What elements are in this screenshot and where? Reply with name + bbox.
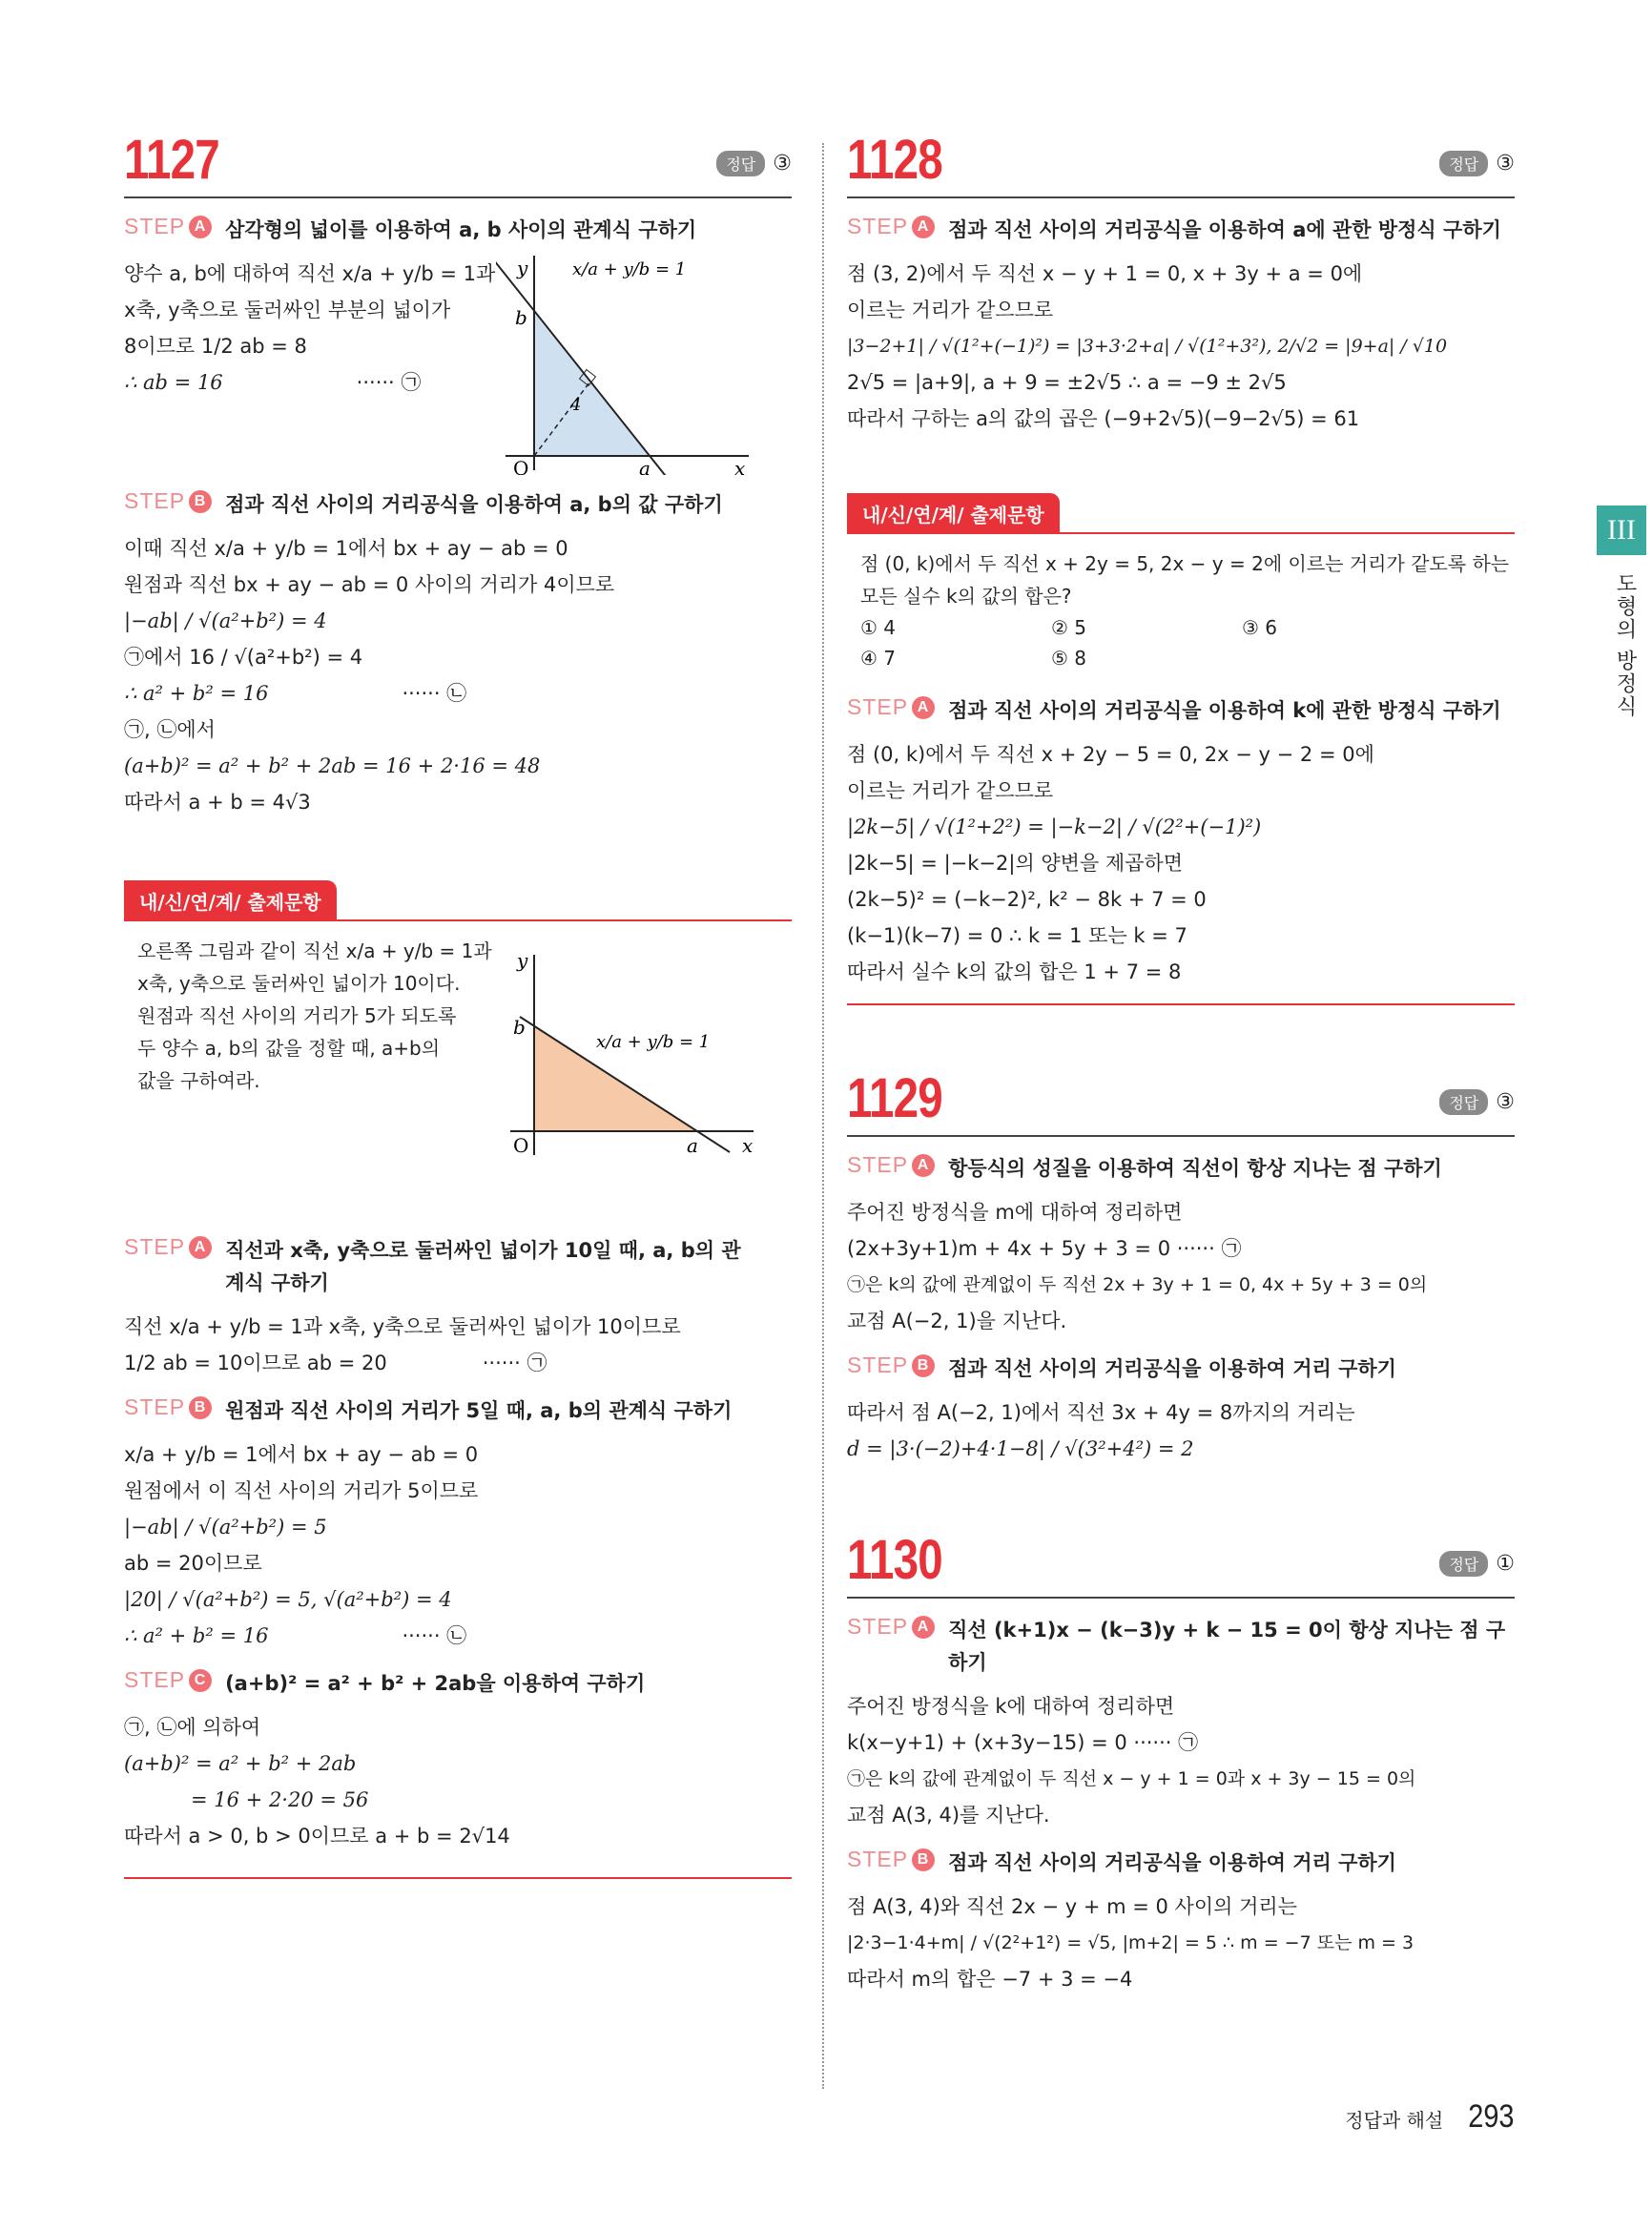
step-title: 점과 직선 사이의 거리공식을 이용하여 거리 구하기 (948, 1357, 1396, 1380)
origin-label: O (513, 1134, 529, 1157)
solution-line: ab = 20이므로 (124, 1552, 262, 1575)
step-title: 점과 직선 사이의 거리공식을 이용하여 a, b의 값 구하기 (225, 493, 723, 516)
solution-line: |−ab| / √(a²+b²) = 4 (124, 609, 327, 632)
step-title: 원점과 직선 사이의 거리가 5일 때, a, b의 관계식 구하기 (225, 1399, 733, 1422)
step-label: STEP (847, 1847, 909, 1871)
step-letter: A (912, 216, 935, 238)
solution-line: ㉠, ㉡에서 (124, 718, 216, 741)
step-label: STEP (124, 214, 186, 238)
step-letter: B (912, 1848, 935, 1871)
step-label: STEP (124, 488, 186, 513)
solution-line: 이르는 거리가 같으므로 (847, 299, 1054, 321)
intercept-b: b (513, 1016, 526, 1039)
column-separator (822, 143, 824, 2089)
step-a-heading (847, 214, 1515, 246)
solution-line: 직선 x/a + y/b = 1과 x축, y축으로 둘러싸인 넓이가 10이므로 (124, 1315, 681, 1338)
solution-line: (2k−5)² = (−k−2)², k² − 8k + 7 = 0 (847, 888, 1207, 911)
solution-line: |20| / √(a²+b²) = 5, √(a²+b²) = 4 (124, 1588, 452, 1611)
step-b-heading (847, 1352, 1515, 1385)
solution-line: 점 (0, k)에서 두 직선 x + 2y − 5 = 0, 2x − y − 2 = 0에 (847, 743, 1374, 766)
axis-label-x: x (734, 457, 746, 475)
solution-line: 점 A(3, 4)와 직선 2x − y + m = 0 사이의 거리는 (847, 1895, 1297, 1918)
equation-mark: ······ ㉠ (356, 371, 422, 394)
equation-mark: ······ ㉠ (482, 1352, 547, 1374)
answer-1127 (716, 151, 792, 176)
step-label: STEP (847, 1152, 909, 1177)
step-letter: B (189, 1396, 212, 1419)
equation-mark: ······ ㉡ (402, 682, 467, 705)
solution-line: 주어진 방정식을 k에 대하여 정리하면 (847, 1695, 1175, 1718)
equation-mark: ······ ㉡ (402, 1624, 467, 1647)
naesin-badge: 내/신/연/계/ 출제문항 (847, 493, 1060, 534)
step-b-body (847, 1889, 1515, 1997)
problem-1127-header (124, 129, 792, 198)
intercept-b: b (515, 306, 527, 329)
solution-line: 따라서 a + b = 4√3 (124, 791, 311, 814)
answer-badge: 정답 (716, 151, 765, 176)
step-c-heading (124, 1667, 792, 1700)
solution-line: = 16 + 2·20 = 56 (191, 1788, 369, 1811)
solution-line: 원점과 직선 bx + ay − ab = 0 사이의 거리가 4이므로 (124, 573, 615, 596)
answer-badge: 정답 (1439, 151, 1488, 176)
step-label: STEP (847, 694, 909, 719)
step-letter: A (912, 1616, 935, 1639)
step-a-heading (847, 694, 1515, 727)
step-title: 직선과 x축, y축으로 둘러싸인 넓이가 10일 때, a, b의 관계식 구하기 (225, 1239, 741, 1294)
solution-line: ㉠, ㉡에 의하여 (124, 1716, 261, 1739)
section-end-rule (847, 1003, 1515, 1005)
step-letter: A (189, 216, 212, 238)
question-line: 오른쪽 그림과 같이 직선 x/a + y/b = 1과 (137, 939, 492, 962)
footer-label: 정답과 해설 (1345, 2109, 1444, 2132)
problem-1130-header (847, 1529, 1515, 1599)
solution-line: x/a + y/b = 1에서 bx + ay − ab = 0 (124, 1443, 479, 1466)
solution-line: ∴ a² + b² = 16 ······ ㉡ (124, 675, 792, 712)
solution-line: |−ab| / √(a²+b²) = 5 (124, 1516, 327, 1538)
distance-label: 4 (570, 395, 582, 415)
step-a-body (847, 256, 1515, 437)
question-line: 점 (0, k)에서 두 직선 x + 2y = 5, 2x − y = 2에 이르는 거리가 같도록 하는 (860, 552, 1510, 575)
choice: ① 4 (860, 616, 897, 639)
solution-line: d = |3·(−2)+4·1−8| / √(3²+4²) = 2 (847, 1437, 1194, 1460)
problem-1128-header (847, 129, 1515, 198)
step-letter: A (912, 1154, 935, 1177)
step-title: 직선 (k+1)x − (k−3)y + k − 15 = 0이 항상 지나는 점 구하기 (948, 1619, 1506, 1674)
problem-number: 1127 (124, 129, 219, 191)
answer-value: ③ (1496, 1090, 1515, 1114)
step-b-body (124, 1436, 792, 1654)
question-line: 원점과 직선 사이의 거리가 5가 되도록 (137, 1004, 457, 1027)
chapter-side-tab (1585, 506, 1652, 718)
solution-line: 주어진 방정식을 m에 대하여 정리하면 (847, 1201, 1183, 1224)
axis-label-y: y (517, 257, 528, 279)
solution-line: (k−1)(k−7) = 0 ∴ k = 1 또는 k = 7 (847, 924, 1187, 947)
step-label: STEP (124, 1394, 186, 1419)
solution-line: k(x−y+1) + (x+3y−15) = 0 ······ ㉠ (847, 1731, 1199, 1754)
solution-line: |3−2+1| / √(1²+(−1)²) = |3+3·2+a| / √(1²+3²), 2/√2 = |9+a| / √10 (847, 336, 1448, 357)
step-b-heading (124, 488, 792, 521)
solution-line: 원점에서 이 직선 사이의 거리가 5이므로 (124, 1479, 479, 1502)
step-b-heading (847, 1847, 1515, 1879)
naesin-badge: 내/신/연/계/ 출제문항 (124, 880, 337, 921)
step-a-heading (847, 1152, 1515, 1185)
step-label: STEP (847, 1614, 909, 1639)
step-b-body (124, 530, 792, 820)
solution-line: 따라서 a > 0, b > 0이므로 a + b = 2√14 (124, 1825, 510, 1848)
question-line: 값을 구하여라. (137, 1069, 260, 1092)
step-title: 점과 직선 사이의 거리공식을 이용하여 거리 구하기 (948, 1851, 1396, 1874)
step-a-heading (847, 1614, 1515, 1679)
answer-badge: 정답 (1439, 1551, 1488, 1577)
choice: ② 5 (1051, 616, 1087, 639)
solution-line: 따라서 실수 k의 값의 합은 1 + 7 = 8 (847, 960, 1182, 983)
problem-number: 1128 (847, 129, 942, 191)
solution-line: 이르는 거리가 같으므로 (847, 779, 1054, 802)
solution-line: 교점 A(−2, 1)을 지난다. (847, 1310, 1067, 1332)
line-equation-label: x/a + y/b = 1 (596, 1032, 711, 1052)
intercept-a: a (639, 457, 650, 475)
step-a-heading (124, 1234, 792, 1299)
step-title: 점과 직선 사이의 거리공식을 이용하여 a에 관한 방정식 구하기 (948, 218, 1501, 241)
step-title: 점과 직선 사이의 거리공식을 이용하여 k에 관한 방정식 구하기 (948, 699, 1501, 722)
answer-1130 (1439, 1551, 1515, 1577)
axis-label-x: x (742, 1134, 754, 1157)
page-number: 293 (1468, 2098, 1515, 2135)
solution-line: |2k−5| / √(1²+2²) = |−k−2| / √(2²+(−1)²) (847, 816, 1262, 838)
answer-value: ③ (773, 152, 792, 176)
answer-1128 (1439, 151, 1515, 176)
solution-line: |2·3−1·4+m| / √(2²+1²) = √5, |m+2| = 5 ∴ m = −7 또는 m = 3 (847, 1932, 1415, 1953)
step-letter: C (189, 1669, 212, 1692)
choice: ③ 6 (1242, 616, 1278, 639)
step-a-heading (124, 214, 792, 246)
line-equation-label: x/a + y/b = 1 (572, 259, 687, 279)
answer-value: ① (1496, 1552, 1515, 1576)
solution-line: ㉠에서 16 / √(a²+b²) = 4 (124, 646, 363, 669)
solution-line: ㉠은 k의 값에 관계없이 두 직선 x − y + 1 = 0과 x + 3y − 15 = 0의 (847, 1768, 1416, 1789)
section-end-rule (124, 1877, 792, 1879)
question-line: 두 양수 a, b의 값을 정할 때, a+b의 (137, 1037, 441, 1060)
step-title: 항등식의 성질을 이용하여 직선이 항상 지나는 점 구하기 (948, 1157, 1442, 1180)
choice: ④ 7 (860, 647, 897, 670)
step-b-body (847, 1394, 1515, 1467)
page-footer (1345, 2098, 1518, 2136)
step-label: STEP (847, 214, 909, 238)
problem-1129-header (847, 1067, 1515, 1137)
question-line: x축, y축으로 둘러싸인 넓이가 10이다. (137, 972, 461, 995)
step-letter: A (189, 1236, 212, 1259)
origin-label: O (513, 457, 529, 475)
naesin-question (124, 935, 792, 1221)
solution-line: 따라서 m의 합은 −7 + 3 = −4 (847, 1968, 1133, 1991)
step-label: STEP (124, 1667, 186, 1692)
triangle-figure-1 (496, 246, 754, 475)
step-letter: B (189, 490, 212, 513)
question-line: 모든 실수 k의 값의 합은? (860, 585, 1072, 608)
solution-line: (a+b)² = a² + b² + 2ab (124, 1752, 357, 1775)
answer-value: ③ (1496, 152, 1515, 176)
solution-line: 따라서 점 A(−2, 1)에서 직선 3x + 4y = 8까지의 거리는 (847, 1401, 1355, 1424)
solution-line: 이때 직선 x/a + y/b = 1에서 bx + ay − ab = 0 (124, 537, 568, 560)
step-a-body (124, 256, 792, 475)
chapter-title: 도형의 방정식 (1613, 572, 1637, 718)
step-label: STEP (124, 1234, 186, 1259)
step-a-body (847, 1688, 1515, 1833)
triangle-figure-2 (506, 940, 763, 1169)
solution-line: 2√5 = |a+9|, a + 9 = ±2√5 ∴ a = −9 ± 2√5 (847, 371, 1287, 394)
answer-choices (860, 612, 1337, 673)
step-a-body (847, 736, 1515, 990)
solution-line: (2x+3y+1)m + 4x + 5y + 3 = 0 ······ ㉠ (847, 1237, 1242, 1260)
solution-line: 8이므로 1/2 ab = 8 (124, 335, 307, 358)
chapter-number: III (1597, 506, 1646, 555)
step-letter: B (912, 1354, 935, 1377)
naesin-question (847, 547, 1515, 673)
solution-line: ∴ ab = 16 ······ ㉠ (124, 364, 792, 401)
step-c-body (124, 1709, 792, 1854)
right-column (847, 129, 1515, 1997)
naesin-section-header (847, 490, 1515, 534)
choice: ⑤ 8 (1051, 647, 1087, 670)
answer-badge: 정답 (1439, 1089, 1488, 1115)
step-title: 삼각형의 넓이를 이용하여 a, b 사이의 관계식 구하기 (225, 218, 697, 241)
step-b-heading (124, 1394, 792, 1427)
step-a-body (847, 1194, 1515, 1339)
naesin-section-header (124, 878, 792, 921)
step-title: (a+b)² = a² + b² + 2ab을 이용하여 구하기 (225, 1672, 646, 1695)
axis-label-y: y (517, 949, 528, 972)
step-label: STEP (847, 1352, 909, 1377)
step-letter: A (912, 696, 935, 719)
solution-line: ∴ a² + b² = 16 ······ ㉡ (124, 1618, 792, 1654)
left-column (124, 129, 792, 1879)
solution-line: 따라서 구하는 a의 값의 곱은 (−9+2√5)(−9−2√5) = 61 (847, 407, 1360, 430)
solution-line: ㉠은 k의 값에 관계없이 두 직선 2x + 3y + 1 = 0, 4x + 5y + 3 = 0의 (847, 1274, 1428, 1295)
intercept-a: a (687, 1134, 698, 1157)
answer-1129 (1439, 1089, 1515, 1115)
solution-line: 점 (3, 2)에서 두 직선 x − y + 1 = 0, x + 3y + a = 0에 (847, 262, 1363, 285)
solution-line: (a+b)² = a² + b² + 2ab = 16 + 2·16 = 48 (124, 754, 541, 777)
solution-line: 양수 a, b에 대하여 직선 x/a + y/b = 1과 (124, 262, 496, 285)
problem-number: 1130 (847, 1529, 942, 1591)
step-a-body (124, 1309, 792, 1381)
solution-line: 교점 A(3, 4)를 지난다. (847, 1804, 1050, 1827)
solution-line: 1/2 ab = 10이므로 ab = 20 ······ ㉠ (124, 1345, 792, 1381)
problem-number: 1129 (847, 1067, 942, 1129)
solution-line: |2k−5| = |−k−2|의 양변을 제곱하면 (847, 852, 1184, 875)
solution-line: x축, y축으로 둘러싸인 부분의 넓이가 (124, 299, 451, 321)
